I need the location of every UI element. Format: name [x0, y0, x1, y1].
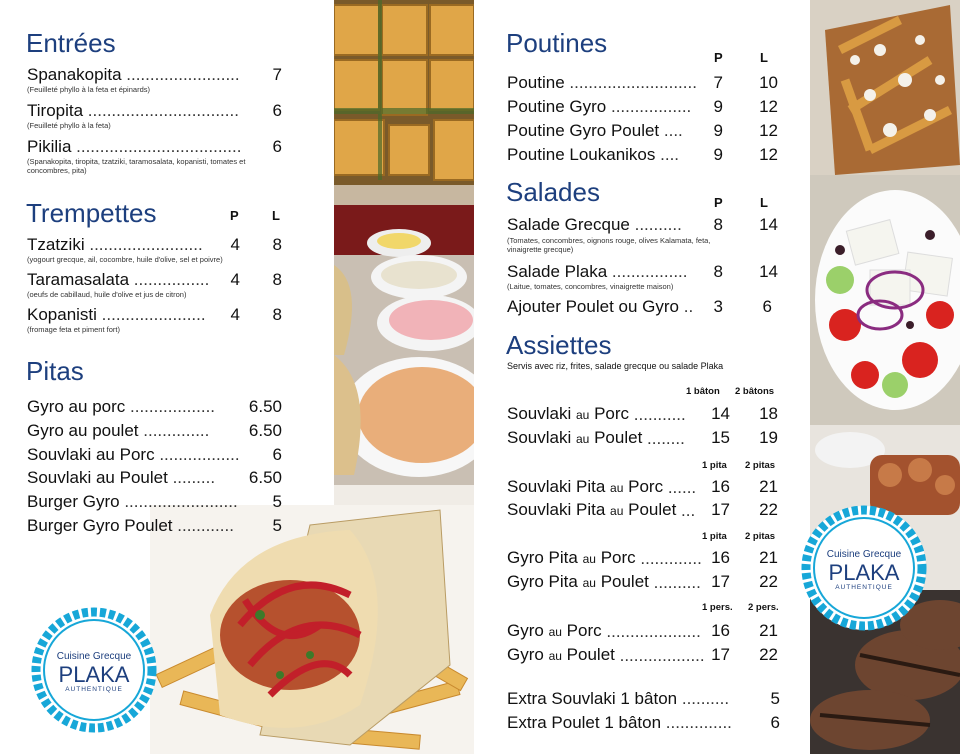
price-double: 21 [759, 621, 778, 640]
item-name: Gyro au poulet [27, 421, 139, 440]
menu-item-pita [27, 492, 238, 512]
spanakopita-photo [334, 0, 474, 205]
price-double: 18 [759, 404, 778, 423]
price-double: 22 [759, 500, 778, 519]
price-single: 14 [711, 404, 730, 423]
assiettes-note: Servis avec riz, frites, salade grecque ou salade Plaka [507, 361, 724, 371]
column-header-p: P [230, 208, 239, 223]
dot-leader: ........ [647, 429, 685, 448]
item-connector: au [576, 432, 590, 446]
menu-item-assiette [507, 572, 701, 593]
dot-leader: ........................ [126, 65, 240, 84]
dot-leader: ........................... [569, 73, 697, 92]
menu-item-pita [27, 516, 234, 536]
menu-item-tzatziki [27, 235, 203, 255]
item-description: (oeufs de cabillaud, huile d'olive et jus de citron) [27, 290, 187, 299]
dot-leader: ................ [611, 262, 688, 281]
item-name: Taramasalata [27, 270, 130, 289]
menu-item-poutine [507, 73, 697, 93]
item-name: Spanakopita [27, 65, 122, 84]
dot-leader: ............ [177, 516, 234, 535]
price-small: 4 [230, 235, 240, 254]
item-connector: au [548, 649, 562, 663]
price-large: 8 [272, 270, 282, 289]
menu-item-extra [507, 689, 729, 709]
item-price: 6 [770, 713, 780, 732]
menu-item-pita [27, 445, 240, 465]
item-price: 6 [272, 137, 282, 156]
item-price: 7 [272, 65, 282, 84]
price-single: 15 [711, 428, 730, 447]
item-description: (Laitue, tomates, concombres, vinaigrette maison) [507, 282, 674, 291]
dot-leader: ...................... [101, 305, 206, 324]
dot-leader: ......... [172, 468, 216, 487]
menu-item-assiette [507, 477, 696, 498]
item-name: Poutine [507, 73, 565, 92]
menu-item-spanakopita [27, 65, 240, 85]
dot-leader: .... [660, 145, 680, 164]
item-meat: Poulet [594, 428, 643, 447]
dot-leader: .............. [143, 421, 210, 440]
price-large: 6 [762, 297, 772, 316]
price-single: 16 [711, 621, 730, 640]
price-double: 21 [759, 548, 778, 567]
item-price: 6 [272, 101, 282, 120]
dot-leader: ................. [159, 445, 240, 464]
item-connector: au [582, 576, 596, 590]
menu-item-pita [27, 421, 209, 441]
item-name: Gyro au porc [27, 397, 126, 416]
price-small: 9 [713, 97, 723, 116]
item-meat: Porc [628, 477, 664, 496]
column-header-double: 2 pitas [745, 460, 776, 471]
item-meat: Poulet [600, 572, 649, 591]
menu-item-poutine [507, 97, 691, 117]
gyro-photo [150, 505, 474, 754]
salades-heading: Salades [506, 177, 600, 207]
price-large: 12 [759, 97, 778, 116]
item-name: Poutine Gyro Poulet [507, 121, 660, 140]
menu-item-salade [507, 297, 693, 317]
dot-leader: .... [663, 121, 683, 140]
item-meat: Porc [600, 548, 636, 567]
item-connector: au [548, 625, 562, 639]
item-name: Tiropita [27, 101, 84, 120]
column-header-single: 1 pers. [702, 602, 733, 613]
item-name: Gyro Pita [507, 548, 578, 567]
pitas-heading: Pitas [26, 356, 84, 386]
logo-title: PLAKA [58, 662, 130, 687]
dot-leader: .......... [653, 573, 701, 592]
menu-item-pikilia [27, 137, 241, 157]
price-single: 16 [711, 548, 730, 567]
item-description: (Spanakopita, tiropita, tzatziki, taramosalata, kopanisti, tomates et concombres, pita) [27, 157, 246, 175]
item-name: Souvlaki Pita [507, 500, 606, 519]
dot-leader: ............. [640, 549, 702, 568]
item-price: 5 [272, 516, 282, 535]
item-name: Souvlaki [507, 428, 572, 447]
column-header-double: 2 bâtons [735, 386, 775, 397]
price-double: 22 [759, 572, 778, 591]
dot-leader: .......... [681, 689, 730, 708]
menu-item-assiette [507, 404, 686, 425]
logo-subtitle: Cuisine Grecque [56, 651, 132, 662]
column-header-p: P [714, 50, 723, 65]
trempettes-heading: Trempettes [26, 198, 157, 228]
menu-item-assiette [507, 621, 701, 642]
dot-leader: ................ [133, 270, 210, 289]
price-large: 12 [759, 145, 778, 164]
price-large: 8 [272, 305, 282, 324]
salad-photo [810, 175, 960, 425]
dot-leader: .......... [634, 215, 682, 234]
logo-tagline: AUTHENTIQUE [65, 686, 123, 693]
column-header-single: 1 bâton [686, 386, 720, 397]
column-header-l: L [760, 50, 768, 65]
item-connector: au [576, 408, 590, 422]
dot-leader: .................... [606, 622, 701, 641]
item-name: Souvlaki [507, 404, 572, 423]
item-price: 5 [272, 492, 282, 511]
item-name: Souvlaki au Porc [27, 445, 155, 464]
plaka-logo [801, 505, 927, 631]
menu-item-salade [507, 262, 688, 282]
menu-item-pita [27, 468, 215, 488]
item-connector: au [610, 481, 624, 495]
item-name: Burger Gyro [27, 492, 120, 511]
price-large: 14 [759, 215, 778, 234]
column-header-single: 1 pita [702, 460, 727, 471]
price-small: 8 [713, 215, 723, 234]
menu-item-poutine [507, 145, 679, 165]
assiettes-heading: Assiettes [506, 330, 612, 360]
menu-item-assiette [507, 428, 685, 449]
dot-leader: ................................ [87, 101, 239, 120]
item-name: Extra Poulet 1 bâton [507, 713, 662, 732]
price-double: 19 [759, 428, 778, 447]
dips-photo [334, 205, 474, 510]
dot-leader: .................. [130, 397, 216, 416]
item-name: Extra Souvlaki 1 bâton [507, 689, 678, 708]
menu-item-extra [507, 713, 732, 733]
price-single: 16 [711, 477, 730, 496]
item-meat: Porc [566, 621, 602, 640]
dot-leader: .................. [619, 646, 705, 665]
menu-item-pita [27, 397, 215, 417]
item-name: Gyro [507, 645, 544, 664]
column-header-double: 2 pers. [748, 602, 779, 613]
item-name: Souvlaki au Poulet [27, 468, 168, 487]
menu-item-taramasalata [27, 270, 209, 290]
price-small: 4 [230, 305, 240, 324]
price-small: 8 [713, 262, 723, 281]
item-name: Salade Grecque [507, 215, 630, 234]
item-name: Kopanisti [27, 305, 97, 324]
menu-item-assiette [507, 500, 695, 521]
logo-tagline: AUTHENTIQUE [835, 584, 893, 591]
item-name: Souvlaki Pita [507, 477, 606, 496]
plaka-logo [31, 607, 157, 733]
item-description: (Feuilleté phyllo à la feta) [27, 121, 111, 130]
price-double: 21 [759, 477, 778, 496]
dot-leader: ... [681, 501, 696, 520]
item-name: Poutine Gyro [507, 97, 607, 116]
item-meat: Poulet [566, 645, 615, 664]
item-price: 6.50 [248, 468, 282, 487]
dot-leader: ...... [667, 478, 697, 497]
menu-item-assiette [507, 548, 702, 569]
item-price: 6.50 [248, 397, 282, 416]
dot-leader: ........................ [89, 235, 203, 254]
item-meat: Poulet [628, 500, 677, 519]
poutines-heading: Poutines [506, 28, 608, 58]
price-single: 17 [711, 645, 730, 664]
dot-leader: .. [683, 297, 694, 316]
item-name: Gyro Pita [507, 572, 578, 591]
column-header-double: 2 pitas [745, 531, 776, 542]
entrees-heading: Entrées [26, 28, 116, 58]
item-price: 6.50 [248, 421, 282, 440]
price-small: 4 [230, 270, 240, 289]
item-name: Burger Gyro Poulet [27, 516, 173, 535]
menu-item-tiropita [27, 101, 239, 121]
price-large: 8 [272, 235, 282, 254]
column-header-l: L [272, 208, 280, 223]
column-header-l: L [760, 195, 768, 210]
dot-leader: ................. [610, 97, 692, 116]
dot-leader: ........................ [124, 492, 238, 511]
logo-subtitle: Cuisine Grecque [826, 549, 902, 560]
price-double: 22 [759, 645, 778, 664]
menu-item-assiette [507, 645, 705, 666]
item-name: Tzatziki [27, 235, 85, 254]
item-price: 5 [770, 689, 780, 708]
item-name: Pikilia [27, 137, 72, 156]
item-name: Ajouter Poulet ou Gyro [507, 297, 679, 316]
poutine-photo [810, 0, 960, 175]
dot-leader: ........... [633, 405, 686, 424]
item-description: (yogourt grecque, ail, cocombre, huile d'olive, sel et poivre) [27, 255, 223, 264]
item-description: (fromage feta et piment fort) [27, 325, 120, 334]
item-connector: au [610, 504, 624, 518]
menu-item-poutine [507, 121, 683, 141]
dot-leader: .............. [665, 713, 732, 732]
price-small: 9 [713, 145, 723, 164]
price-small: 7 [713, 73, 723, 92]
price-small: 3 [713, 297, 723, 316]
item-name: Salade Plaka [507, 262, 608, 281]
menu-item-kopanisti [27, 305, 206, 325]
logo-title: PLAKA [828, 560, 900, 585]
column-header-single: 1 pita [702, 531, 727, 542]
item-meat: Porc [594, 404, 630, 423]
item-connector: au [582, 552, 596, 566]
column-header-p: P [714, 195, 723, 210]
item-price: 6 [272, 445, 282, 464]
item-name: Gyro [507, 621, 544, 640]
price-small: 9 [713, 121, 723, 140]
item-description: (Tomates, concombres, oignons rouge, olives Kalamata, feta, vinaigrette grecque) [507, 236, 711, 254]
price-large: 10 [759, 73, 778, 92]
price-single: 17 [711, 500, 730, 519]
menu-item-salade [507, 215, 682, 235]
dot-leader: ................................... [76, 137, 242, 156]
price-single: 17 [711, 572, 730, 591]
price-large: 12 [759, 121, 778, 140]
item-name: Poutine Loukanikos [507, 145, 656, 164]
price-large: 14 [759, 262, 778, 281]
item-description: (Feuilleté phyllo à la feta et épinards) [27, 85, 150, 94]
